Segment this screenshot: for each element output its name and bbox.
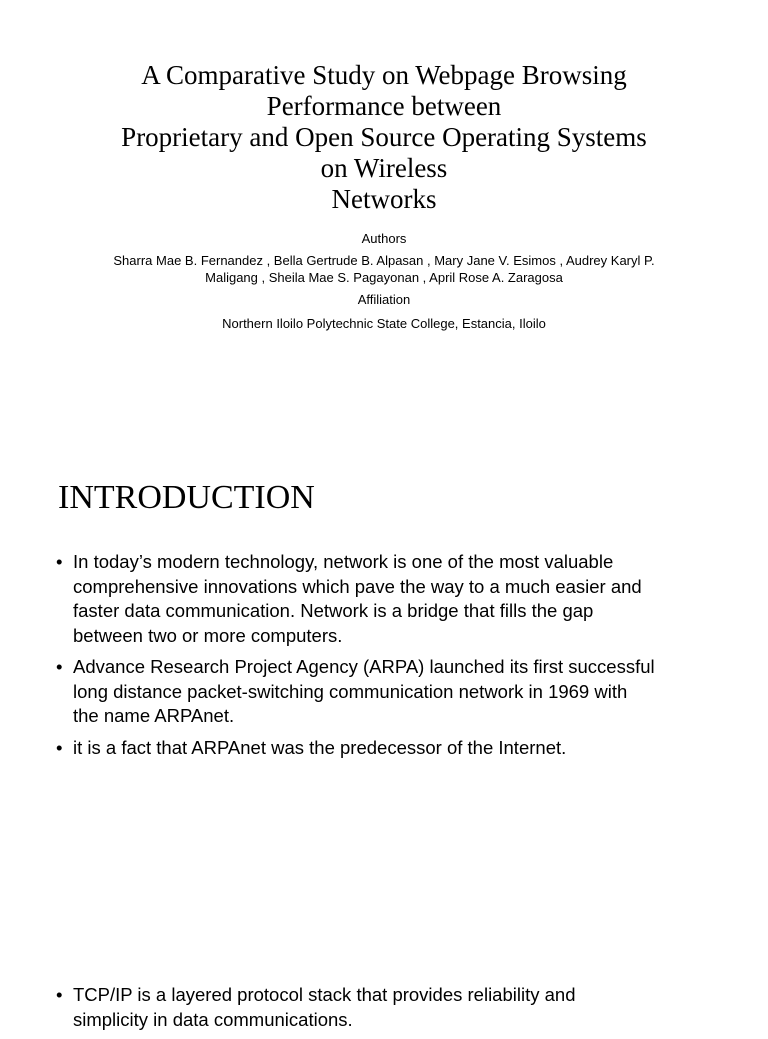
affiliation-heading-text: Affiliation [357, 292, 411, 307]
bullet-line: comprehensive innovations which pave the way to a much easier and [73, 575, 642, 597]
title-line: Networks [331, 184, 437, 214]
bullet-line: TCP/IP is a layered protocol stack that provides reliability and [73, 984, 576, 1005]
bullet-line: faster data communication. Network is a bridge that fills the gap [73, 600, 594, 621]
intro-bullet-list [56, 550, 746, 767]
authors-line: Sharra Mae B. Fernandez , Bella Gertrude B. Alpasan , Mary Jane V. Esimos , Audrey Karyl P. [113, 253, 655, 268]
paper-title [40, 60, 728, 215]
title-line: Performance between [266, 91, 502, 121]
affiliation [40, 315, 728, 332]
bullet-line: long distance packet-switching communication network in 1969 with [73, 680, 628, 702]
bullet-item [56, 736, 746, 761]
bullet-marker: • [56, 551, 63, 572]
bullet-marker: • [56, 736, 63, 758]
affiliation-heading [40, 291, 728, 308]
authors-heading-text: Authors [361, 231, 407, 246]
bullet-line: it is a fact that ARPAnet was the predecessor of the Internet. [73, 736, 567, 758]
authors-heading [40, 230, 728, 247]
bullet-line: simplicity in data communications. [73, 1008, 353, 1030]
bullet-line: Advance Research Project Agency (ARPA) launched its first successful [73, 656, 655, 677]
bullet-item [56, 655, 746, 729]
section-heading: INTRODUCTION [58, 479, 315, 516]
authors-line: Maligang , Sheila Mae S. Pagayonan , April Rose A. Zaragosa [205, 270, 563, 285]
title-line: A Comparative Study on Webpage Browsing [141, 60, 627, 90]
title-line: Proprietary and Open Source Operating Systems [121, 122, 647, 152]
bullet-item [56, 983, 746, 1032]
bullet-item [56, 550, 746, 648]
affiliation-text: Northern Iloilo Polytechnic State College, Estancia, Iloilo [222, 316, 546, 331]
bullet-marker: • [56, 656, 63, 677]
bullet-line: between two or more computers. [73, 624, 343, 646]
next-bullet-list [56, 983, 746, 1039]
bullet-line: In today’s modern technology, network is one of the most valuable [73, 551, 614, 572]
bullet-marker: • [56, 984, 63, 1005]
title-line: on Wireless [320, 153, 448, 183]
authors-list [40, 252, 728, 286]
bullet-line: the name ARPAnet. [73, 705, 235, 726]
